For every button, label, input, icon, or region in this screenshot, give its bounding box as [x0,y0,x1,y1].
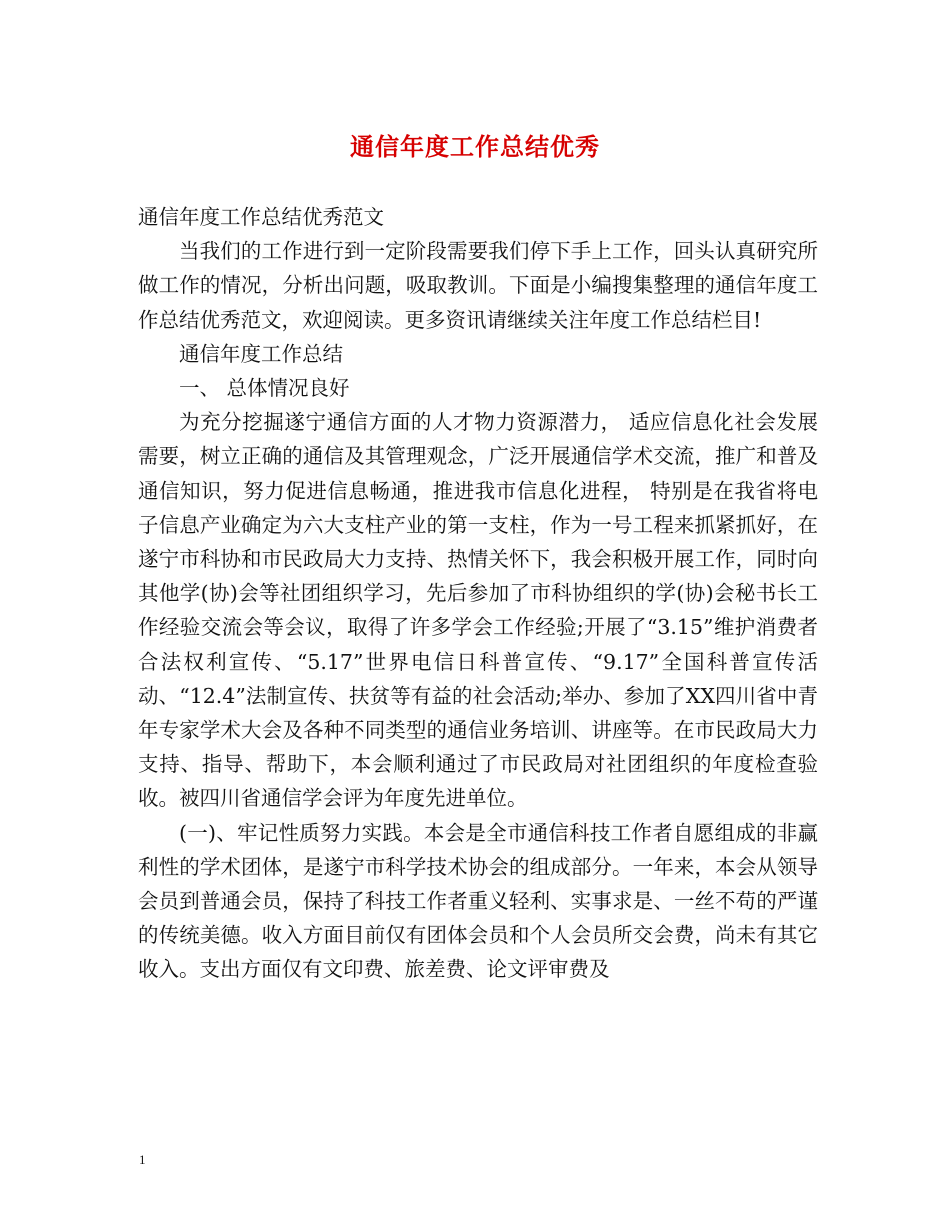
paragraph-overview: 为充分挖掘遂宁通信方面的人才物力资源潜力， 适应信息化社会发展需要，树立正确的通信及其管理观念，广泛开展通信学术交流，推广和普及通信知识，努力促进信息畅通，推进我市信息化进程， 特别是在我省将电子信息产业确定为六大支柱产业的第一支柱，作为一号工程来抓紧抓好，在遂宁市科协和市民政局大力支持、热情关怀下，我会积极开展工作，同时向其他学(协)会等社团组织学习，先后参加了市科协组织的学(协)会秘书长工作经验交流会等会议，取得了许多学会工作经验;开展了“3.15”维护消费者合法权利宣传、“5.17”世界电信日科普宣传、“9.17”全国科普宣传活动、“12.4”法制宣传、扶贫等有益的社会活动;举办、参加了XX四川省中青年专家学术大会及各种不同类型的通信业务培训、讲座等。在市民政局大力支持、指导、帮助下，本会顺利通过了市民政局对社团组织的年度检查验收。被四川省通信学会评为年度先进单位。 [138,410,818,811]
paragraph-nature: (一)、牢记性质努力实践。本会是全市通信科技工作者自愿组成的非赢利性的学术团体，是遂宁市科学技术协会的组成部分。一年来，本会从领导会员到普通会员，保持了科技工作者重义轻利、实事求是、一丝不苟的严谨的传统美德。收入方面目前仅有团体会员和个人会员所交会费，尚未有其它收入。支出方面仅有文印费、旅差费、论文评审费及 [138,820,818,982]
paragraph-intro: 当我们的工作进行到一定阶段需要我们停下手上工作，回头认真研究所做工作的情况，分析出问题，吸取教训。下面是小编搜集整理的通信年度工作总结优秀范文，欢迎阅读。更多资讯请继续关注年度工作总结栏目! [138,239,818,332]
page-number: 1 [139,1152,146,1167]
subsection-heading: 一、 总体情况良好 [179,376,350,401]
document-subtitle: 通信年度工作总结优秀范文 [138,205,384,229]
document-body [138,200,818,987]
document-title: 通信年度工作总结优秀 [350,132,600,161]
section-heading: 通信年度工作总结 [179,341,343,366]
